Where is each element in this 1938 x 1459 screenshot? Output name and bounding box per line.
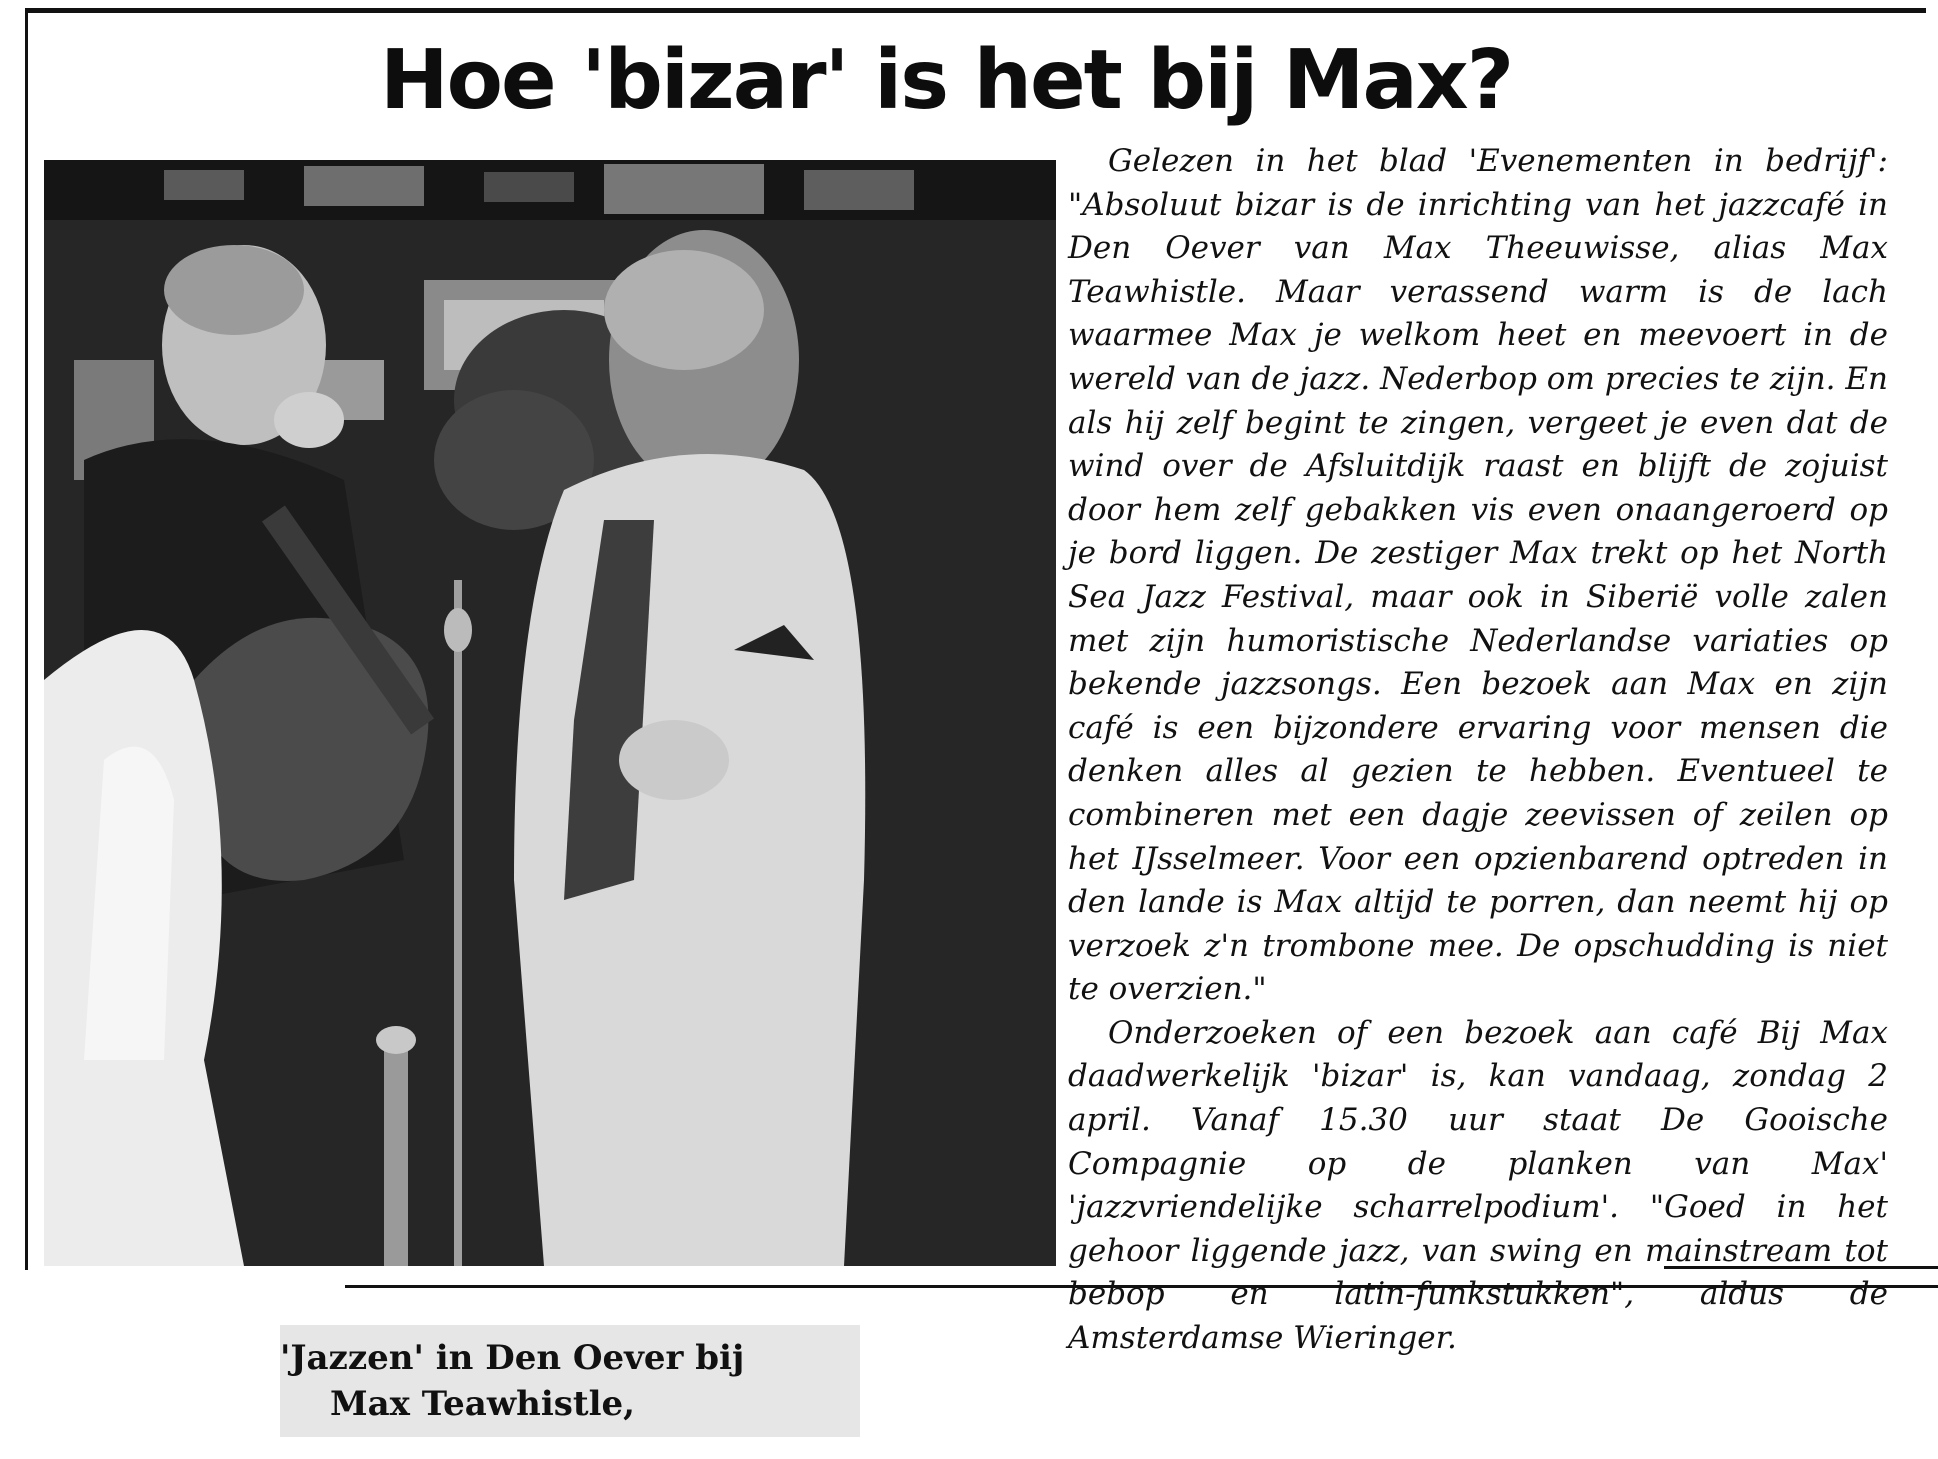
- article-body: [1068, 140, 1888, 1357]
- headline: Hoe 'bizar' is het bij Max?: [380, 33, 1513, 128]
- article-paragraph-1: Gelezen in het blad 'Evenementen in bedrijf': "Absoluut bizar is de inrichting van het jazzcafé in Den Oever van Max Theeuwisse, alias Max Teawhistle. Maar verassend warm is de lach waarmee Max je welkom heet en meevoert in de wereld van de jazz. Nederbop om precies te zijn. En als hij zelf begint te zingen, vergeet je even dat de wind over de Afsluitdijk raast en blijft de zojuist door hem zelf gebakken vis even onaangeroerd op je bord liggen. De zestiger Max trekt op het North Sea Jazz Festival, maar ook in Siberië volle zalen met zijn humoristische Nederlandse variaties op bekende jazzsongs. Een bezoek aan Max en zijn café is een bijzondere ervaring voor mensen die denken alles al gezien te hebben. Eventueel te combineren met een dagje zeevissen of zeilen op het IJsselmeer. Voor een opzienbarend optreden in den lande is Max altijd te porren, dan neemt hij op verzoek z'n trombone mee. De opschudding is niet te overzien.": [1068, 143, 1888, 1008]
- photo-caption: [280, 1335, 840, 1427]
- caption-line-1: 'Jazzen' in Den Oever bij: [280, 1338, 745, 1378]
- caption-line-2: Max Teawhistle,: [330, 1384, 635, 1424]
- article-paragraph-2: Onderzoeken of een bezoek aan café Bij Max daadwerkelijk 'bizar' is, kan vandaag, zondag 2 april. Vanaf 15.30 uur staat De Gooische Compagnie op de planken van Max' 'jazzvriendelijke scharrelpodium'. "Goed in het gehoor liggende jazz, van swing en mainstream tot bebop en latin-funkstukken", aldus de Amsterdamse Wieringer.: [1068, 1014, 1888, 1357]
- left-rule: [25, 8, 28, 1270]
- top-rule: [28, 8, 1926, 13]
- jazz-cafe-photo: [44, 160, 1056, 1266]
